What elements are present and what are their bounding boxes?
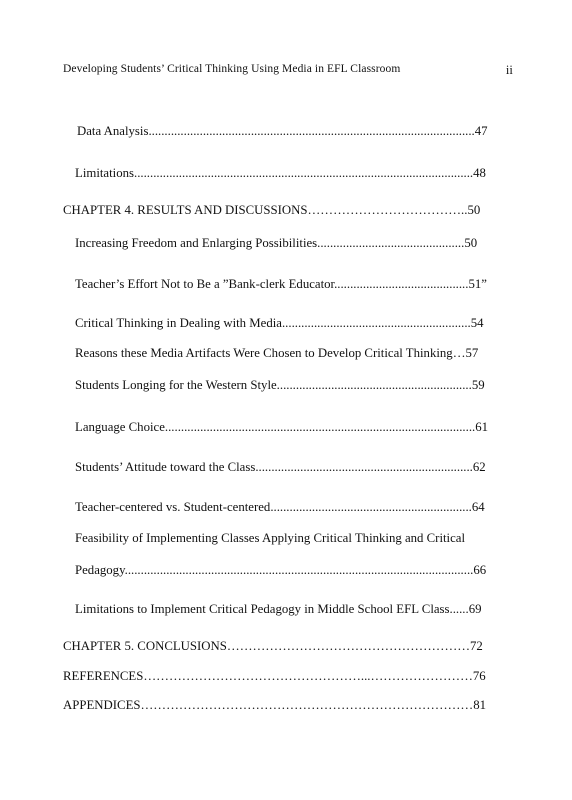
toc-entry-western-style: Students Longing for the Western Style.............................................................59 [75, 378, 485, 392]
toc-entry-increasing-freedom: Increasing Freedom and Enlarging Possibilities..............................................50 [75, 236, 478, 250]
toc-entry-data-analysis: Data Analysis......................................................................................................47 [77, 124, 488, 138]
running-header [63, 63, 513, 75]
toc-entry-feasibility: Feasibility of Implementing Classes Applying Critical Thinking and Critical [75, 531, 466, 545]
toc-entry-reasons-media-artifacts: Reasons these Media Artifacts Were Chosen to Develop Critical Thinking…57 [75, 346, 479, 360]
toc-entry-appendices: APPENDICES……………………………………………………………………81 [63, 698, 487, 712]
toc-entry-limitations: Limitations..........................................................................................................48 [75, 166, 486, 180]
toc-entry-language-choice: Language Choice.................................................................................................61 [75, 420, 489, 434]
toc-entry-bank-clerk-educator: Teacher’s Effort Not to Be a ”Bank-clerk Educator..........................................51” [75, 277, 487, 291]
toc-entry-teacher-vs-student-centered: Teacher-centered vs. Student-centered...............................................................64 [75, 500, 485, 514]
toc-entry-references: REFERENCES……………………………………………...……………………76 [63, 669, 486, 683]
toc-entry-chapter-5: CHAPTER 5. CONCLUSIONS…………………………………………………72 [63, 639, 483, 653]
toc-entry-chapter-4: CHAPTER 4. RESULTS AND DISCUSSIONS………………………………..50 [63, 203, 481, 217]
page-number: ii [505, 63, 513, 77]
toc-entry-feasibility-continued: Pedagogy.............................................................................................................66 [75, 563, 487, 577]
toc-entry-critical-thinking-media: Critical Thinking in Dealing with Media...........................................................54 [75, 316, 484, 330]
toc-entry-limitations-critical-pedagogy: Limitations to Implement Critical Pedagogy in Middle School EFL Class......69 [75, 602, 482, 616]
toc-entry-students-attitude: Students’ Attitude toward the Class....................................................................62 [75, 460, 486, 474]
running-title: Developing Students’ Critical Thinking Using Media in EFL Classroom [63, 63, 401, 75]
